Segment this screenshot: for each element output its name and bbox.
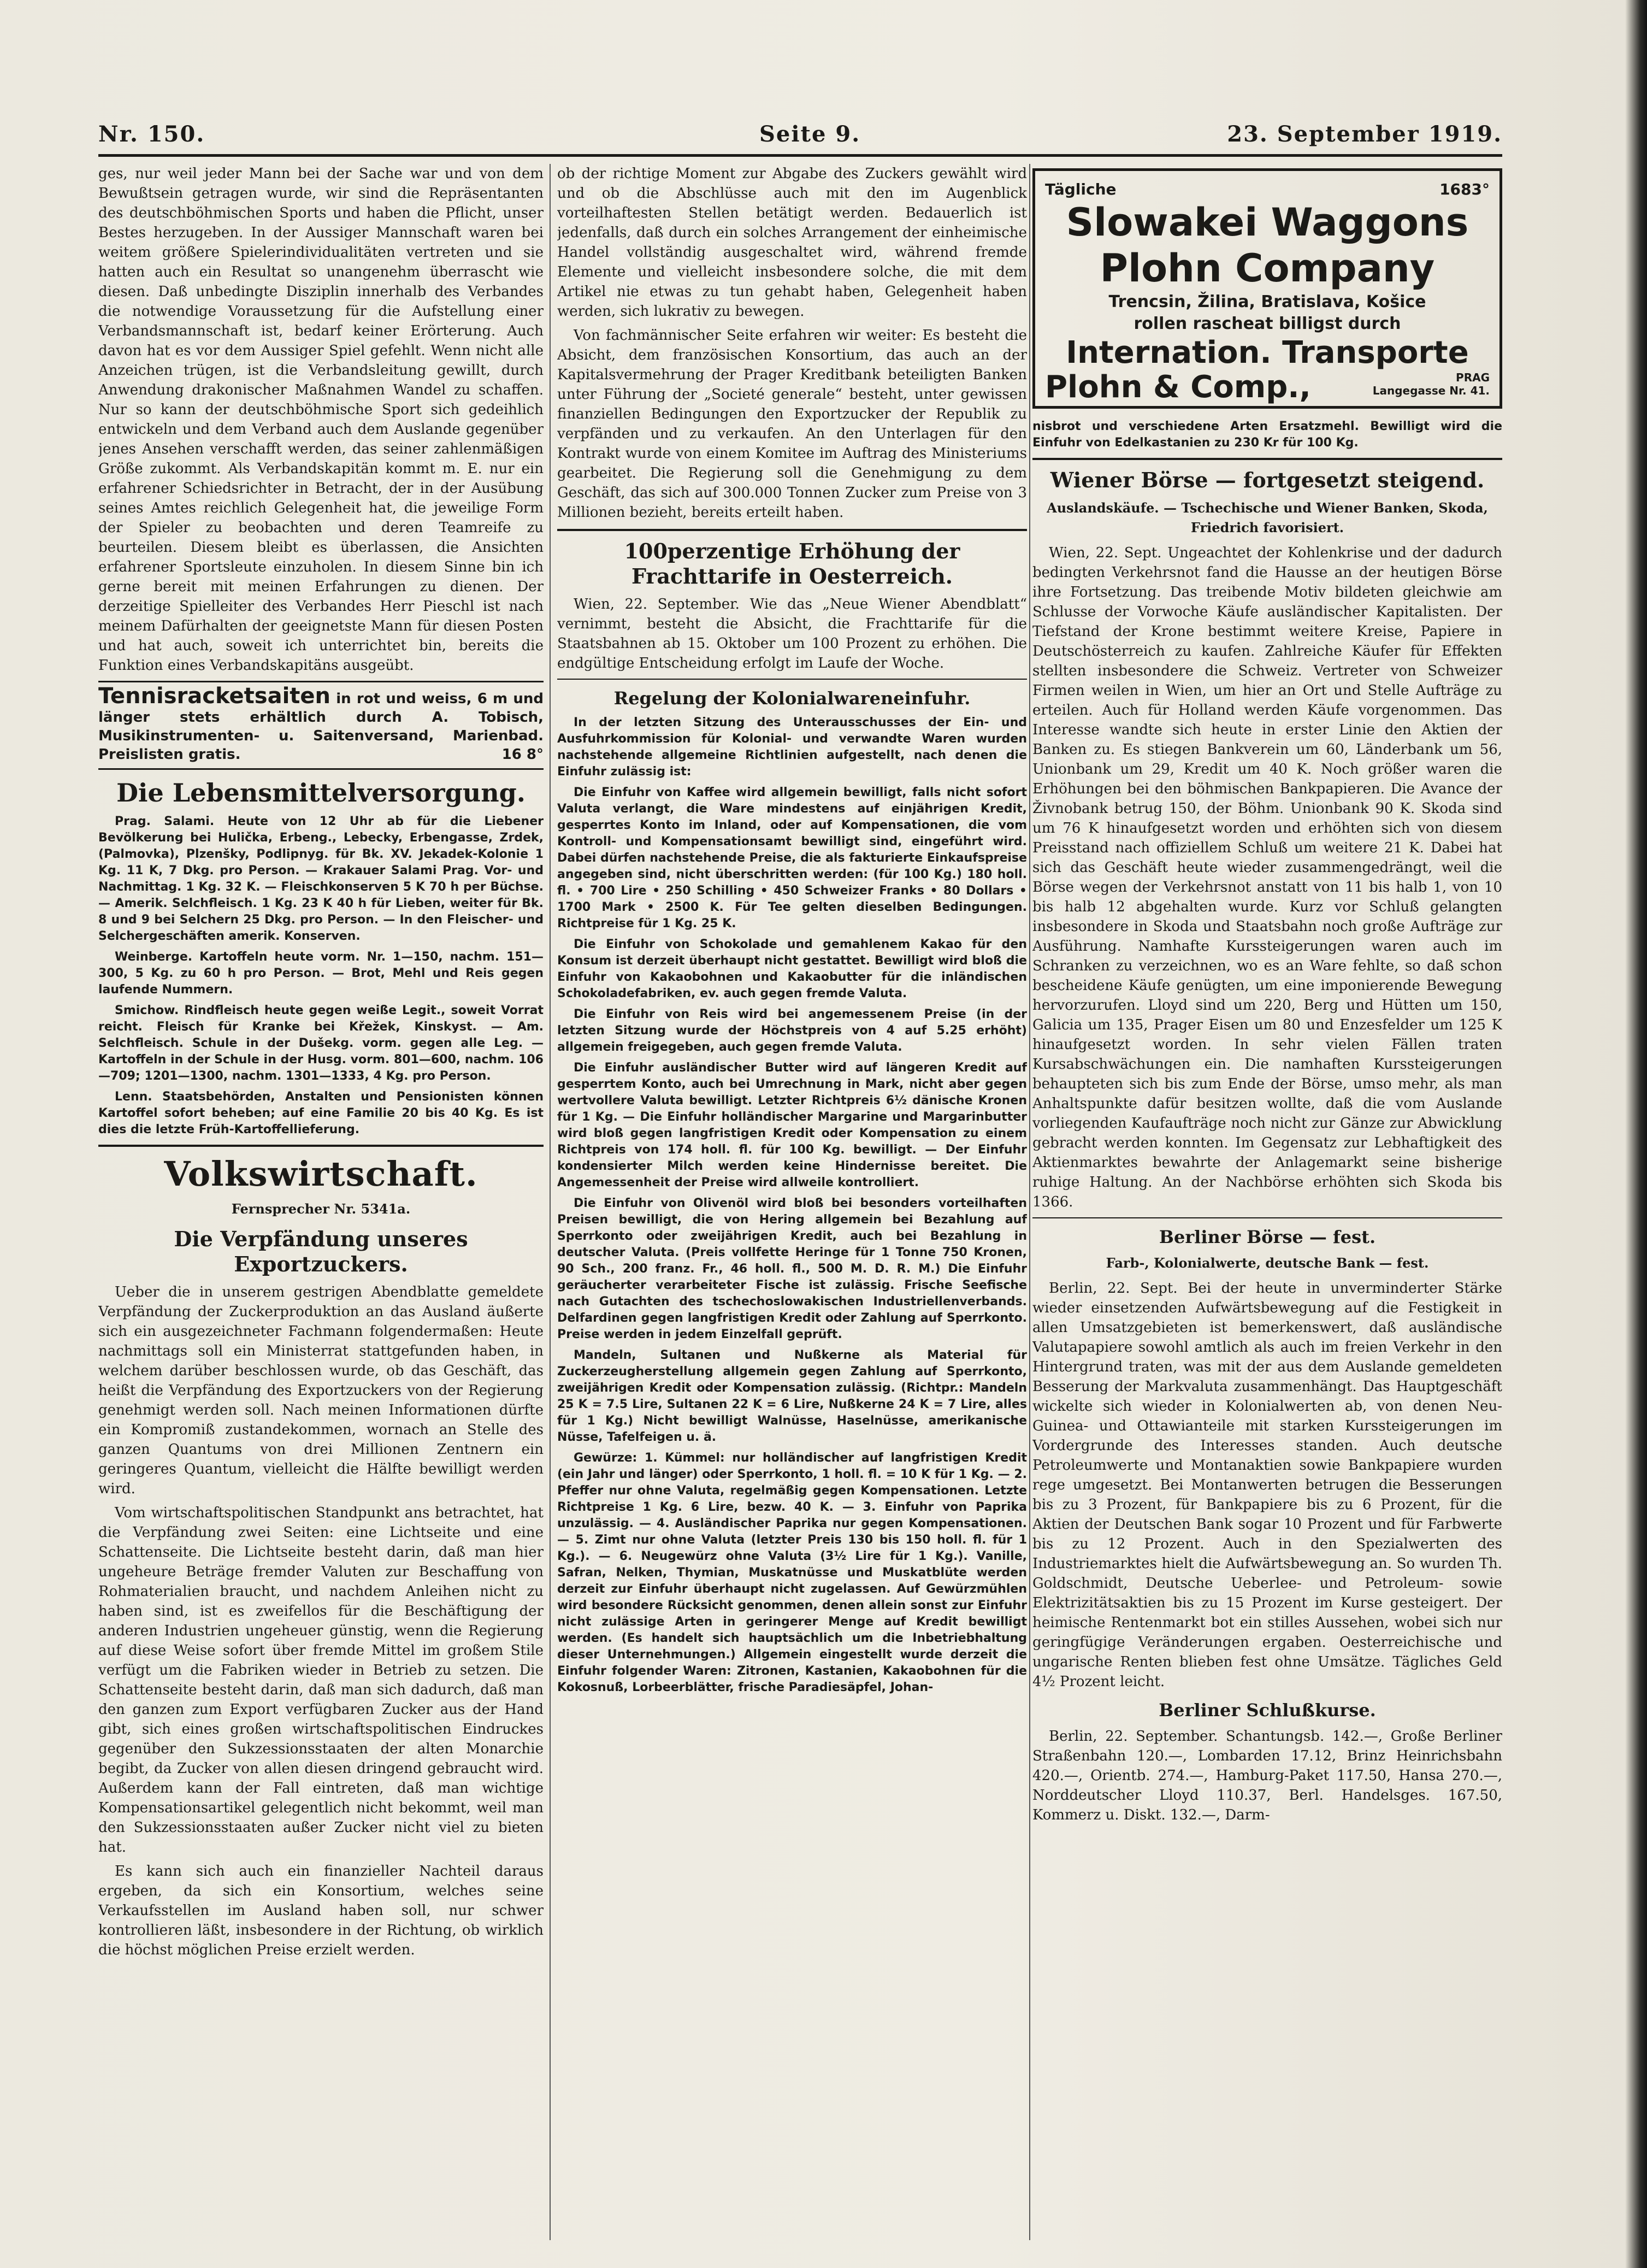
article-paragraph: Die Einfuhr von Olivenöl wird bloß bei besonders vorteilhaften Preisen bewilligt, die von Hering allgemein bei Bezahlung auf Sperrkonto oder zweijährigen Kredit, auch bei Bezahlung in deutscher Valuta. (Preis vollfette Heringe für 1 Tonne 750 Kronen, 90 Sch., 200 franz. Fr., 46 holl. fl., 500 M. D. R. M.) Die Einfuhr geräucherter verarbeiteter Fische ist zulässig. Frische Seefische nach Gutachten des tschechoslowakischen Industriellenverbands. Delfardinen gegen langfristigen Kredit oder Zahlung auf Sperrkonto. Preise werden in jedem Einzelfall geprüft. <box>557 1197 1027 1341</box>
divider <box>557 529 1027 531</box>
article-paragraph: Ueber die in unserem gestrigen Abendblatte gemeldete Verpfändung der Zuckerproduktion an das Ausland äußerte sich ein ausgezeichneter Fachmann folgendermaßen: Heute nachmittags soll ein Ministerrat stattgefunden haben, in welchem darüber beschlossen wurde, ob das Geschäft, das heißt die Verpfändung des Exportzuckers von der Regierung genehmigt werden soll. Nach meinen Informationen dürfte ein Kompromiß zustandekommen, wornach an Stelle des ganzen Quantums von drei Millionen Zentnern ein geringeres Quantum, vielleicht die Hälfte bewilligt werden wird. <box>98 1284 544 1497</box>
food-supply-prag: Prag. Salami. Heute von 12 Uhr ab für die Liebener Bevölkerung bei Hulička, Erbeng., Lebecky, Erbengasse, Zrdek, (Palmovka), Plzenšky, Podlipnyg. für Bk. XV. Jekadek-Kolonie 1 Kg. 11 K, 7 Dkg. pro Person. — Krakauer Salami Prag. Vor- und Nachmittag. 1 Kg. 32 K. — Fleischkonserven 5 K 70 h per Büchse. — Amerik. Selchfleisch. 1 Kg. 23 K 40 h für Lieben, weiter für Bk. 8 und 9 bei Selchern 25 Dkg. pro Person. — In den Fleischer- und Selchergeschäften amerik. Konserven. <box>98 815 544 943</box>
ad-title-3: Internation. Transporte <box>1066 335 1469 370</box>
phone-number: Fernsprecher Nr. 5341a. <box>231 1201 411 1217</box>
article-paragraph: ob der richtige Moment zur Abgabe des Zuckers gewählt wird und ob die Abschlüsse auch mit den im Augenblick vorteilhaftesten Stellen betätigt werden. Bedauerlich ist jedenfalls, daß durch ein solches Arrangement der einheimische Handel vollständig ausgeschaltet wird, während fremde Elemente und vielleicht insbesondere solche, die mit dem Artikel nie etwas zu tun gehabt haben, Gelegenheit haben werden, sich lukrativ zu bewegen. <box>557 166 1027 320</box>
column-1 <box>98 164 544 2240</box>
ad-address <box>1373 371 1490 397</box>
ad-tagline-2: rollen rascheat billigst durch <box>1134 314 1401 333</box>
article-paragraph: Die Einfuhr von Kaffee wird allgemein bewilligt, falls nicht sofort Valuta verlangt, die Ware mindestens auf einjährigen Kredit, gesperrtes Konto im Inland, oder auf Kompensationen, die vom Kontroll- und Kompensationsamt bewilligt sind, eingeführt wird. Dabei dürfen nachstehende Preise, die als fakturierte Einkaufspreise angegeben sind, nicht überschritten werden: (für 100 Kg.) 180 holl. fl. • 700 Lire • 250 Schilling • 450 Schweizer Franks • 80 Dollars • 1700 Mark • 2500 K. Für Tee gelten dieselben Bedingungen. Richtpreise für 1 Kg. 25 K. <box>557 786 1027 930</box>
article-paragraph: Wien, 22. Sept. Ungeachtet der Kohlenkrise und der dadurch bedingten Verkehrsnot fand die Hausse an der heutigen Börse ihre Fortsetzung. Das treibende Motiv bildeten gleichwie am Schlusse der Vorwoche Käufe ausländischer Kapitalisten. Der Tiefstand der Krone bestimmt weitere Kreise, Papiere in Deutschösterreich zu kaufen. Zahlreiche Käufer für Effekten stellten insbesondere die Schweiz. Vertreter von Schweizer Firmen weilen in Wien, um hier an Ort und Stelle Aufträge zu erteilen. Auch für Holland werden Käufe vorgenommen. Das Interesse wandte sich heute in erster Linie den Aktien der Banken zu. Es stiegen Bankverein um 60, Länderbank um 56, Unionbank um 29, Kredit um 40 K. Noch größer waren die Erhöhungen bei den böhmischen Bankpapieren. Die Avance der Živnobank betrug 150, der Böhm. Unionbank 90 K. Skoda sind um 76 K hinaufgesetzt worden und erhöhten sich von diesem Preisstand nach offiziellem Schluß um weitere 21 K. Dabei hat sich das Geschäft heute wieder zusammengedrängt, weil die Börse wegen der Verkehrsnot anstatt von 11 bis halb 1, von 10 bis halb 12 abgehalten wurde. Kurz vor Schluß gelangten insbesondere in Skoda und Staatsbahn noch große Aufträge zur Ausführung. Namhafte Kurssteigerungen waren auch im Schranken zu verzeichnen, wo es an Ware fehlte, so daß schon bescheidene Käufe genügten, um eine imponierende Bewegung hervorzurufen. Lloyd sind um 220, Berg und Hütten um 150, Galicia um 135, Prager Eisen um 80 und Enzesfelder um 125 K hinaufgesetzt worden. In sehr vielen Fällen traten Kursabschwächungen ein. Die namhaften Kurssteigerungen behaupteten sich bis zum Ende der Börse, umso mehr, als man Anhaltspunkte dafür besitzen wollte, daß die vom Auslande vorliegenden Kaufaufträge noch nicht zur Gänze zur Abwicklung gebracht werden konnten. Im Gegensatz zur Lebhaftigkeit des Aktienmarktes bewahrte der Anlagemarkt seine bisherige ruhige Haltung. An der Nachbörse erhöhten sich Skoda bis 1366. <box>1032 545 1502 1210</box>
article-paragraph: Mandeln, Sultanen und Nußkerne als Material für Zuckerzeugherstellung allgemein gegen Zahlung auf Sperrkonto, zweijährigen Kredit oder Kompensation zulässig. (Richtpr.: Mandeln 25 K = 7.5 Lire, Sultanen 22 K = 6 Lire, Nußkerne 24 K = 7 Lire, alles für 1 Kg.) Nicht bewilligt Walnüsse, Haselnüsse, amerikanische Nüsse, Tafelfeigen u. ä. <box>557 1348 1027 1444</box>
article-subheading: Farb-, Kolonialwerte, deutsche Bank — fest. <box>1106 1255 1429 1271</box>
issue-number: Nr. 150. <box>98 121 205 147</box>
header-rule <box>98 154 1502 157</box>
article-paragraph: Wien, 22. September. Wie das „Neue Wiener Abendblatt“ vernimmt, besteht die Absicht, die Frachttarife für die Staatsbahnen ab 15. Oktober um 100 Prozent zu erhöhen. Die endgültige Entscheidung erfolgt im Laufe der Woche. <box>557 596 1027 671</box>
divider <box>557 679 1027 680</box>
food-supply-smichow: Smichow. Rindfleisch heute gegen weiße Legit., soweit Vorrat reicht. Fleisch für Kranke bei Křežek, Kinskyst. — Am. Selchfleisch. Schule in der Dušekg. vorm. gegen alle Leg. — Kartoffeln in der Schule in der Husg. vorm. 801—600, nachm. 106—709; 1201—1300, nachm. 1301—1333, 4 Kg. pro Person. <box>98 1004 544 1083</box>
ad-footer <box>1045 369 1490 405</box>
sport-article-end: ges, nur weil jeder Mann bei der Sache war und von dem Bewußtsein getragen wurde, wir sind die Repräsentanten des deutschböhmischen Sports und haben die Pflicht, unser Bestes herzugeben. In der Aussiger Mannschaft waren bei weitem größere Spielerindividualitäten vertreten und sie hatten auch ein Resultat so unangenehm überrascht wie diesen. Daß unbedingte Disziplin innerhalb des Verbandes die notwendige Voraussetzung für die Aufstellung einer Verbandsmannschaft ist, bedarf keiner Erörterung. Auch davon hat es vor dem Aussiger Spiel gefehlt. Wenn nicht alle Anzeichen trügen, ist die Verbandsleitung gewillt, durch Anwendung drakonischer Maßnahmen Wandel zu schaffen. Nur so kann der deutschböhmische Sport sich gedeihlich entwickeln und dem Verband auch dem Auslande gegenüber jenes Ansehen verschafft werden, das seiner zahlenmäßigen Größe zukommt. Als Verbandskapitän kommt m. E. nur ein erfahrener Schiedsrichter in Betracht, der in der Ausübung seines Amtes reichlich Gelegenheit hat, die jeweilige Form der Spieler zu beobachten und deren Teamreife zu beurteilen. Diesem bleibt es überlassen, die Ansichten erfahrener Sportsleute einzuholen. In diesem Sinne bin ich gerne bereit mit meinen Erfahrungen zu dienen. Der derzeitige Spielleiter des Verbandes Herr Pieschl ist nach meinem Dafürhalten der geeignetste Mann für diesen Posten und hat auch, soweit ich unterrichtet bin, bereits die Funktion eines Verbandskapitäns ausgeübt. <box>98 166 544 674</box>
ad-headline: Tennisracketsaiten <box>98 684 331 709</box>
column-separator <box>550 164 551 2240</box>
ad-code: 1683° <box>1439 180 1490 198</box>
ad-code: 16 8° <box>501 746 544 763</box>
article-paragraph: Vom wirtschaftspolitischen Standpunkt ans betrachtet, hat die Verpfändung zwei Seiten: eine Lichtseite und eine Schattenseite. Die Lichtseite besteht darin, daß man hier ungeheure Beträge fremder Valuten zur Beschaffung von Rohmaterialien braucht, und nachdem Anleihen nicht zu haben sind, ist es zweifellos für die Beschäftigung der anderen Industrien ungeheuer günstig, wenn die Regierung auf diese Weise sofort über fremde Mittel im großem Stile verfügt um die Fabriken wieder in Betrieb zu setzen. Die Schattenseite besteht darin, daß man sich dadurch, daß man den ganzen zum Export verfügbaren Zucker aus der Hand gibt, sich eines großen wirtschaftspolitischen Eindruckes gegenüber den Sukzessionsstaaten der alten Monarchie begibt, da Zucker von allen diesen dringend gebraucht wird. Außerdem kann der Fall eintreten, daß man wichtige Kompensationsartikel gelegentlich nicht bekommt, weil man den Sukzessionsstaaten außer Zucker nicht viel zu bieten hat. <box>98 1505 544 1855</box>
article-paragraph: nisbrot und verschiedene Arten Ersatzmehl. Bewilligt wird die Einfuhr von Edelkastanien zu 230 Kr für 100 Kg. <box>1032 420 1502 450</box>
ad-cities: Trencsin, Žilina, Bratislava, Košice <box>1108 292 1426 311</box>
article-heading-kolonialwaren: Regelung der Kolonialwareneinfuhr. <box>613 688 971 709</box>
section-heading-volkswirtschaft: Volkswirtschaft. <box>164 1154 478 1194</box>
article-paragraph: Gewürze: 1. Kümmel: nur holländischer auf langfristigen Kredit (ein Jahr und länger) oder Sperrkonto, 1 holl. fl. = 10 K für 1 Kg. — 2. Pfeffer nur ohne Valuta, regelmäßig gegen Kompensationen. Letzte Richtpreise 1 Kg. 6 Lire, bezw. 40 K. — 3. Einfuhr von Paprika unzulässig. — 4. Ausländischer Paprika nur gegen Kompensationen. — 5. Zimt nur ohne Valuta (letzter Preis 130 bis 150 holl. fl. für 1 Kg.). — 6. Neugewürz ohne Valuta (3½ Lire für 1 Kg.). Vanille, Safran, Nelken, Thymian, Muskatnüsse und Muskatblüte werden derzeit zur Einfuhr überhaupt nicht zugelassen. Auf Gewürzmühlen wird besondere Rücksicht genommen, denen allein sonst zur Einfuhr nicht zulässige Arten in geringerer Menge auf Kredit bewilligt werden. (Es handelt sich hauptsächlich um die Inbetriebhaltung dieser Unternehmungen.) Allgemein eingestellt wurde derzeit die Einfuhr folgender Waren: Zitronen, Kastanien, Kakaobohnen für die Kokosnuß, Lorbeerblätter, frische Paradiesäpfel, Johan- <box>557 1451 1027 1694</box>
article-paragraph: Berlin, 22. Sept. Bei der heute in unverminderter Stärke wieder einsetzenden Aufwärtsbewegung auf die Festigkeit in allen Umsatzgebieten ist bemerkenswert, daß ausländische Valutapapiere sowohl amtlich als auch im freien Verkehr in den Hintergrund traten, was mit der aus dem Auslande gemeldeten Besserung der Markvaluta zusammenhängt. Das Hauptgeschäft wickelte sich wieder in Kolonialwerten ab, von denen Neu-Guinea- und Ottawianteile mit starken Kurssteigerungen im Vordergrunde des Interesses standen. Auch deutsche Petroleumwerte und Montanaktien sowie Bankpapiere wurden rege umgesetzt. Bei Montanwerten betrugen die Besserungen bis zu 3 Prozent, für Bankpapiere bis zu 6 Prozent, für die Aktien der Deutschen Bank sogar 10 Prozent und für Farbwerte bis zu 12 Prozent. Auch in den Spezialwerten des Industriemarktes hielt die Aufwärtsbewegung an. So wurden Th. Goldschmidt, Deutsche Ueberlee- und Petroleum- sowie Elektrizitätsaktien bis zu 15 Prozent im Kurse gesteigert. Der heimische Rentenmarkt bot ein stilles Aussehen, wobei sich nur geringfügige Veränderungen ergaben. Oesterreichische und ungarische Renten blieben fest ohne Umsätze. Tägliches Geld 4½ Prozent leicht. <box>1032 1280 1502 1690</box>
ad-tagline <box>1045 180 1490 199</box>
article-heading-frachttarife: 100perzentige Erhöhung der Frachttarife in Oesterreich. <box>624 539 960 588</box>
article-paragraph: Die Einfuhr ausländischer Butter wird auf längeren Kredit auf gesperrtem Konto, auch bei Umrechnung in Mark, nicht aber gegen wertvollere Valuta bewilligt. Letzter Richtpreis 6½ dänische Kronen für 1 Kg. — Die Einfuhr holländischer Margarine und Margarinbutter wird bloß gegen langfristigen Kredit oder Kompensation zu einem Richtpreis von 174 holl. fl. für 100 Kg. bewilligt. — Der Einfuhr kondensierter Milch werden keine Hindernisse bereitet. Die Angemessenheit der Preise wird allweile kontrolliert. <box>557 1061 1027 1189</box>
article-heading-wiener-boerse: Wiener Börse — fortgesetzt steigend. <box>1050 468 1485 492</box>
ad-company: Plohn & Comp., <box>1045 369 1311 405</box>
column-2 <box>557 164 1027 2240</box>
page-header <box>98 121 1502 154</box>
article-paragraph: In der letzten Sitzung des Unterausschusses der Ein- und Ausfuhrkommission für Kolonial- und verwandte Waren wurden nachstehende allgemeine Richtlinien aufgestellt, nach denen die Einfuhr zulässig ist: <box>557 716 1027 779</box>
article-paragraph: Es kann sich auch ein finanzieller Nachteil daraus ergeben, da sich ein Konsortium, welches seine Verkaufsstellen im Ausland haben soll, nur schwer kontrollieren läßt, insbesondere in der Richtung, ob wirklich die höchst möglichen Preise erzielt werden. <box>98 1863 544 1958</box>
divider <box>98 1145 544 1147</box>
article-heading-verpfaendung: Die Verpfändung unseres Exportzuckers. <box>174 1227 468 1276</box>
waggons-advertisement <box>1032 168 1502 409</box>
divider <box>1032 458 1502 460</box>
ad-text: in rot und weiss, 6 m und länger stets erhältlich durch A. Tobisch, Musikinstrumenten- u. Saitenversand, Marienbad. Preislisten gratis. <box>98 691 544 763</box>
article-subheading: Auslandskäufe. — Tschechische und Wiener Banken, Skoda, Friedrich favorisiert. <box>1047 500 1488 535</box>
ad-title-1: Slowakei Waggons <box>1066 200 1469 245</box>
ad-street: Langegasse Nr. 41. <box>1372 384 1490 397</box>
article-paragraph: Die Einfuhr von Reis wird bei angemessenem Preise (in der letzten Sitzung wurde der Höchstpreis von 4 auf 5.25 erhöht) allgemein freigegeben, auch gegen fremde Valuta. <box>557 1008 1027 1054</box>
ad-title-2: Plohn Company <box>1100 246 1435 291</box>
scan-edge-shadow <box>1625 0 1647 2268</box>
ad-city: PRAG <box>1456 371 1490 384</box>
article-paragraph: Von fachmännischer Seite erfahren wir weiter: Es besteht die Absicht, dem französischen Konsortium, das auch an der Kapitalsvermehrung der Prager Kreditbank beteiligten Banken unter Führung der „Societé generale“ besteht, unter gewissen finanziellen Bedingungen den Exportzucker der Republik zu verpfänden und zu verkaufen. An den Unterlagen für den Kontrakt wurde von einem Komitee im Auftrag des Ministeriums gearbeitet. Die Regierung soll die Genehmigung zu dem Geschäft, das sich auf 300.000 Tonnen Zucker zum Preise von 3 Millionen bezieht, bereits erteilt haben. <box>557 327 1027 521</box>
ad-label: Tägliche <box>1045 180 1117 198</box>
section-heading-lebensmittel: Die Lebensmittelversorgung. <box>116 778 526 808</box>
article-paragraph: Die Einfuhr von Schokolade und gemahlenem Kakao für den Konsum ist derzeit überhaupt nicht gestattet. Bewilligt wird bloß die Einfuhr von Kakaobohnen und Kakaobutter für die inländischen Schokoladefabriken, ev. auch gegen fremde Valuta. <box>557 938 1027 1000</box>
column-3 <box>1032 164 1502 2240</box>
food-supply-lenn: Lenn. Staatsbehörden, Anstalten und Pensionisten können Kartoffel sofort beheben; auf eine Familie 20 bis 40 Kg. Es ist dies die letzte Früh-Kartoffellieferung. <box>98 1090 544 1136</box>
issue-date: 23. September 1919. <box>1227 121 1502 147</box>
article-heading-schlusskurse: Berliner Schlußkurse. <box>1159 1700 1376 1721</box>
article-paragraph: Berlin, 22. September. Schantungsb. 142.—, Große Berliner Straßenbahn 120.—, Lombarden 17.12, Brinz Heinrichsbahn 420.—, Orientb. 274.—, Hamburg-Paket 117.50, Hansa 270.—, Norddeutscher Lloyd 110.37, Berl. Handelsges. 167.50, Kommerz u. Diskt. 132.—, Darm- <box>1032 1728 1502 1823</box>
article-heading-berliner-boerse: Berliner Börse — fest. <box>1159 1227 1376 1247</box>
divider <box>1032 1217 1502 1218</box>
tennis-advertisement <box>98 681 544 770</box>
column-separator <box>1029 164 1030 2240</box>
food-supply-weinberge: Weinberge. Kartoffeln heute vorm. Nr. 1—150, nachm. 151—300, 5 Kg. zu 60 h pro Person. — Brot, Mehl und Reis gegen laufende Nummern. <box>98 950 544 997</box>
page-number: Seite 9. <box>759 121 861 147</box>
